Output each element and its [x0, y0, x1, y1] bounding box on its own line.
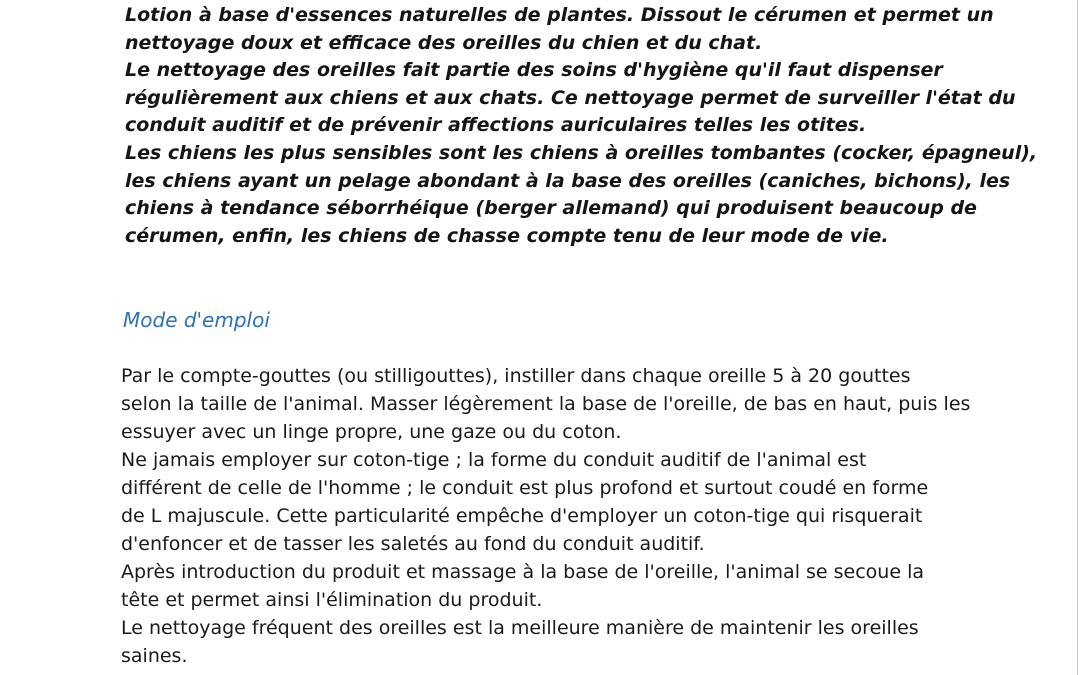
- intro-line: conduit auditif et de prévenir affections auriculaires telles les otites.: [125, 114, 867, 137]
- intro-line: Les chiens les plus sensibles sont les chiens à oreilles tombantes (cocker, épagneul),: [125, 141, 1038, 164]
- usage-line: essuyer avec un linge propre, une gaze ou du coton.: [121, 421, 622, 443]
- usage-line: Ne jamais employer sur coton-tige ; la forme du conduit auditif de l'animal est: [121, 449, 867, 471]
- intro-line: les chiens ayant un pelage abondant à la base des oreilles (caniches, bichons), les: [125, 169, 1011, 192]
- usage-paragraph: [121, 362, 981, 670]
- usage-line: de L majuscule. Cette particularité empêche d'employer un coton-tige qui risquerait: [121, 505, 923, 527]
- intro-line: Lotion à base d'essences naturelles de plantes. Dissout le cérumen et permet un: [125, 4, 994, 26]
- intro-paragraph: [125, 2, 1038, 250]
- usage-line: d'enfoncer et de tasser les saletés au fond du conduit auditif.: [121, 533, 705, 555]
- usage-line: Après introduction du produit et massage à la base de l'oreille, l'animal se secoue la: [121, 561, 925, 583]
- usage-line: Par le compte-gouttes (ou stilligouttes), instiller dans chaque oreille 5 à 20 gouttes: [121, 365, 911, 387]
- usage-line: différent de celle de l'homme ; le conduit est plus profond et surtout coudé en forme: [121, 477, 929, 499]
- intro-line: cérumen, enfin, les chiens de chasse compte tenu de leur mode de vie.: [125, 224, 889, 247]
- section-heading: Mode d'emploi: [123, 308, 270, 332]
- intro-line: Le nettoyage des oreilles fait partie des soins d'hygiène qu'il faut dispenser: [125, 59, 943, 82]
- intro-line: régulièrement aux chiens et aux chats. Ce nettoyage permet de surveiller l'état du: [125, 86, 1016, 109]
- usage-line: Le nettoyage fréquent des oreilles est la meilleure manière de maintenir les oreilles: [121, 617, 919, 639]
- usage-line: selon la taille de l'animal. Masser légèrement la base de l'oreille, de bas en haut, puis les: [121, 393, 971, 415]
- page-edge-divider: [1077, 0, 1078, 675]
- usage-line: tête et permet ainsi l'élimination du produit.: [121, 589, 543, 611]
- usage-line: saines.: [121, 645, 188, 667]
- intro-line: chiens à tendance séborrhéique (berger allemand) qui produisent beaucoup de: [125, 197, 977, 220]
- intro-line: nettoyage doux et efficace des oreilles du chien et du chat.: [125, 31, 763, 54]
